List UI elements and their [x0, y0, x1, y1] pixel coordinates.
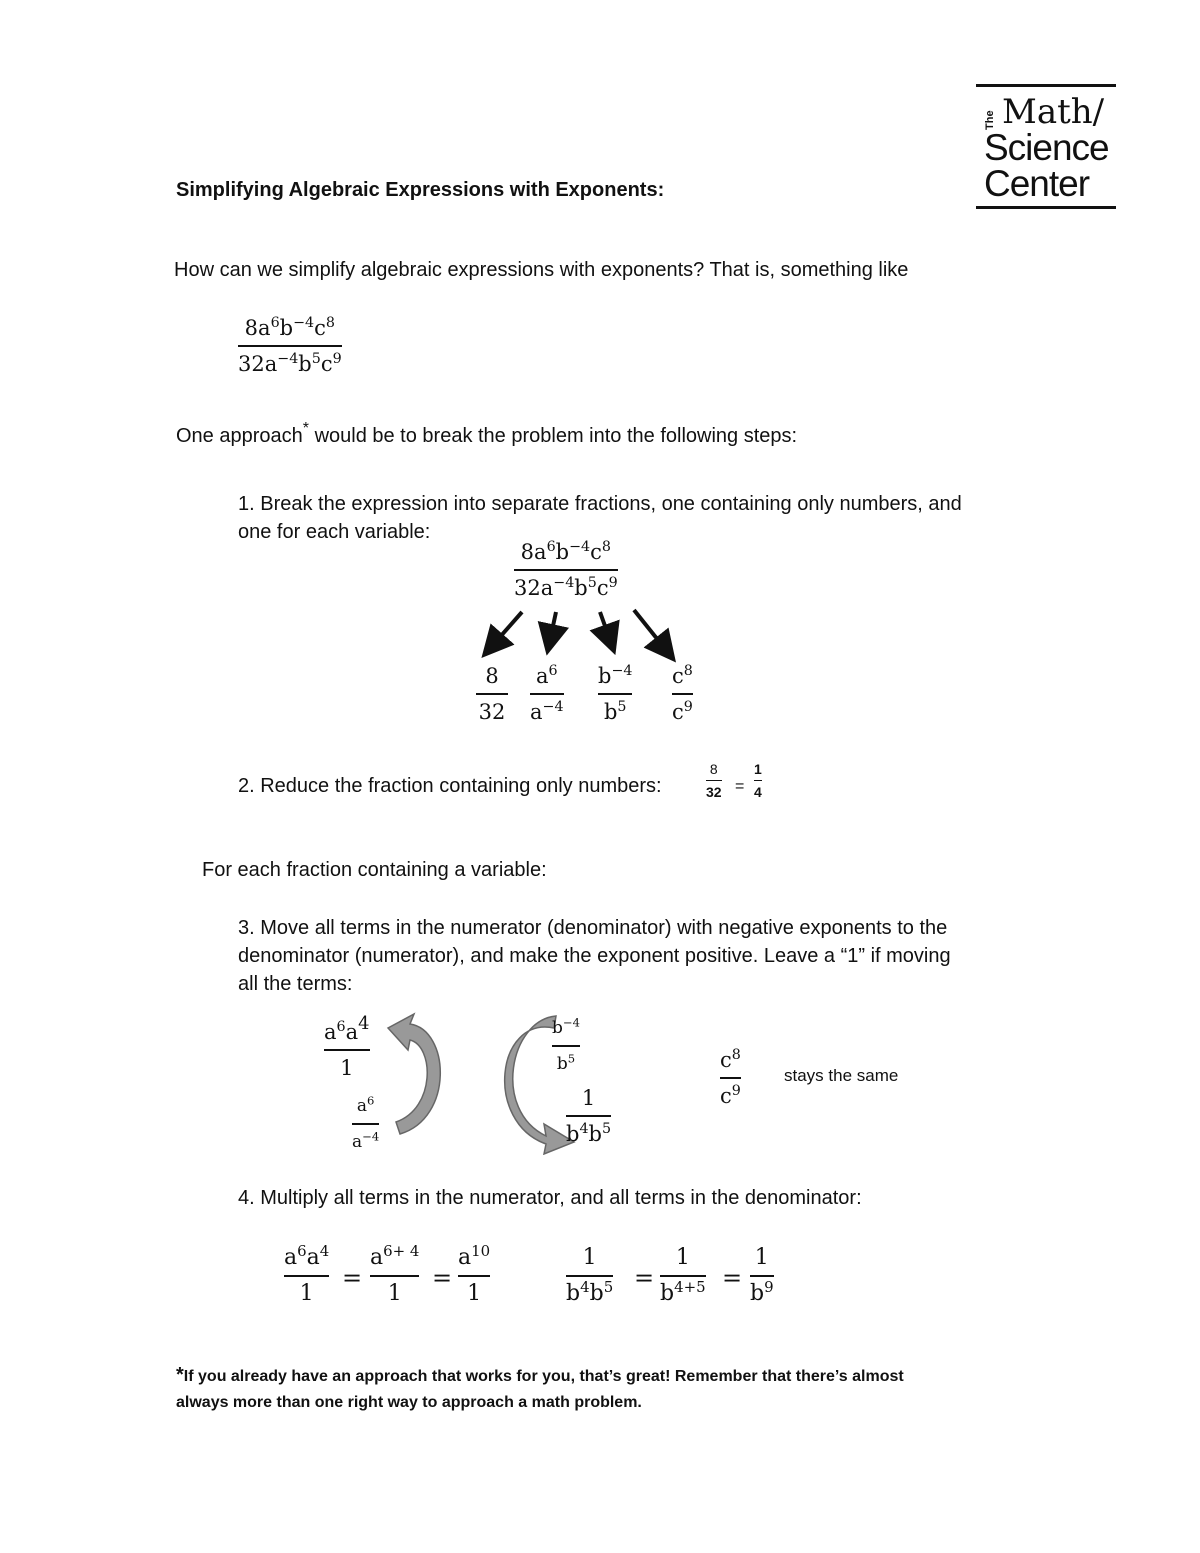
fraction-bar [566, 1275, 613, 1277]
denominator: 1 [299, 1281, 314, 1306]
fraction-bar [514, 569, 618, 571]
denominator: $b^5$ [603, 699, 627, 724]
stays-the-same-label: stays the same [784, 1066, 899, 1085]
denominator: 4 [754, 784, 762, 800]
numerator: $a^{6+ 4}$ [370, 1241, 420, 1270]
logo-the: The [984, 110, 996, 130]
step4-a-frac1 [284, 1241, 330, 1308]
fraction-bar [672, 693, 693, 695]
logo-line-math: Math/ [1002, 92, 1105, 132]
fraction-bar [566, 1115, 611, 1117]
numerator: $b^{-4}$ [598, 663, 633, 688]
math-science-center-logo [976, 84, 1116, 210]
logo-top-rule [976, 84, 1116, 87]
logo-line-center: Center [984, 163, 1090, 204]
numerator: $a^6$ [535, 663, 558, 688]
split-arrows [470, 600, 710, 670]
for-each-text: For each fraction containing a variable: [202, 859, 547, 881]
equals-sign: = [342, 1264, 363, 1292]
step4-a-frac2 [370, 1241, 420, 1308]
step2-equals: = [735, 778, 745, 795]
step3-line3: all the terms: [238, 973, 353, 995]
step4-b-frac3 [750, 1244, 774, 1308]
curved-arrow-up-icon [380, 1010, 480, 1150]
example-denominator: $32a^{-4}b^5c^9$ [238, 351, 342, 376]
numerator: 1 [675, 1245, 690, 1270]
denominator: $b^{4+5}$ [660, 1277, 706, 1306]
fraction-bar [476, 693, 508, 695]
fraction-bar [706, 780, 722, 781]
fraction-bar [352, 1123, 379, 1125]
fraction-bar [552, 1045, 580, 1047]
numerator: $a^6$ [356, 1093, 375, 1116]
footnote-star: * [176, 1364, 184, 1386]
step1-numerator: $8a^6b^{-4}c^8$ [520, 539, 611, 564]
fraction-c [672, 662, 693, 726]
footnote-line1 [176, 1362, 904, 1390]
step3-a-result [324, 1013, 370, 1082]
fraction-bar [598, 693, 632, 695]
intro-text: How can we simplify algebraic expressions with exponents? That is, something like [174, 259, 909, 281]
equals-sign: = [722, 1264, 743, 1292]
footnote [176, 1362, 904, 1416]
numerator: 1 [754, 761, 762, 777]
numerator: $a^{10}$ [458, 1241, 491, 1270]
logo-bottom-rule [976, 206, 1116, 209]
step2-fraction-right [754, 760, 762, 801]
step3-line2: denominator (numerator), and make the exponent positive. Leave a “1” if moving [238, 945, 951, 967]
example-fraction [238, 314, 342, 378]
arrow-icon [634, 610, 666, 650]
denominator: $c^9$ [720, 1083, 741, 1108]
denominator: $b^4b^5$ [566, 1121, 612, 1146]
step3-b-original [552, 1014, 580, 1078]
denominator: 32 [706, 784, 722, 800]
fraction-bar [660, 1275, 706, 1277]
numerator: 8 [709, 761, 718, 777]
fraction-a [530, 662, 564, 726]
step4-b-frac2 [660, 1244, 706, 1308]
step3-a-original [352, 1092, 379, 1156]
step4-a-frac3 [458, 1241, 491, 1308]
footnote-marker: * [302, 420, 309, 438]
step3-line1: 3. Move all terms in the numerator (denominator) with negative exponents to the [238, 917, 948, 939]
page-title: Simplifying Algebraic Expressions with Exponents: [176, 179, 665, 201]
numerator: 8 [485, 664, 499, 688]
step1-line1: 1. Break the expression into separate fractions, one containing only numbers, and [238, 493, 962, 515]
fraction-bar [754, 780, 762, 781]
fraction-bar [238, 345, 342, 347]
arrow-icon [600, 612, 610, 640]
denominator: 1 [340, 1056, 354, 1080]
denominator: $a^{-4}$ [530, 699, 564, 724]
fraction-bar [284, 1275, 329, 1277]
denominator: $b^4b^5$ [566, 1277, 614, 1306]
denominator: $a^{-4}$ [352, 1129, 380, 1152]
fraction-bar [458, 1275, 490, 1277]
numerator: 1 [581, 1086, 596, 1110]
fraction-b [598, 662, 632, 726]
denominator: 32 [478, 700, 506, 724]
step3-b-result [566, 1084, 611, 1148]
logo-line-science: Science [984, 127, 1109, 168]
approach-pre: One approach [176, 425, 303, 447]
arrow-icon [492, 612, 522, 646]
denominator: $c^9$ [672, 699, 693, 724]
denominator: $b^9$ [750, 1277, 774, 1306]
approach-post: would be to break the problem into the following steps: [314, 425, 798, 447]
step2-text: 2. Reduce the fraction containing only numbers: [238, 775, 662, 797]
step1-denominator: $32a^{-4}b^5c^9$ [514, 575, 618, 600]
footnote-text: If you already have an approach that works for you, that’s great! Remember that there’s almost [183, 1368, 904, 1385]
step1-line2: one for each variable: [238, 521, 431, 543]
numerator: $b^{-4}$ [552, 1015, 580, 1038]
example-numerator: $8a^6b^{-4}c^8$ [244, 315, 335, 340]
step3-c-fraction [720, 1046, 741, 1110]
equals-sign: = [432, 1264, 453, 1292]
fraction-bar [324, 1049, 370, 1051]
approach-text [176, 422, 797, 450]
footnote-line2: always more than one right way to approach a math problem. [176, 1394, 642, 1411]
numerator: 1 [582, 1245, 597, 1270]
fraction-bar [720, 1077, 741, 1079]
step2-fraction-left [706, 760, 722, 801]
denominator: 1 [387, 1281, 402, 1306]
step1-fraction [514, 538, 618, 602]
numerator: $a^6a^4$ [284, 1241, 330, 1270]
arrow-icon [550, 612, 556, 640]
fraction-bar [530, 693, 564, 695]
step4-b-frac1 [566, 1244, 613, 1308]
numerator: $c^8$ [720, 1047, 741, 1072]
step4-text: 4. Multiply all terms in the numerator, and all terms in the denominator: [238, 1187, 862, 1209]
numerator: 1 [754, 1245, 769, 1270]
fraction-bar [750, 1275, 774, 1277]
denominator: 1 [467, 1281, 482, 1306]
fraction-numbers [476, 662, 508, 726]
numerator: $c^8$ [672, 663, 693, 688]
denominator: $b^5$ [556, 1051, 576, 1074]
numerator: $a^6a^4$ [324, 1013, 370, 1044]
fraction-bar [370, 1275, 419, 1277]
equals-sign: = [634, 1264, 655, 1292]
